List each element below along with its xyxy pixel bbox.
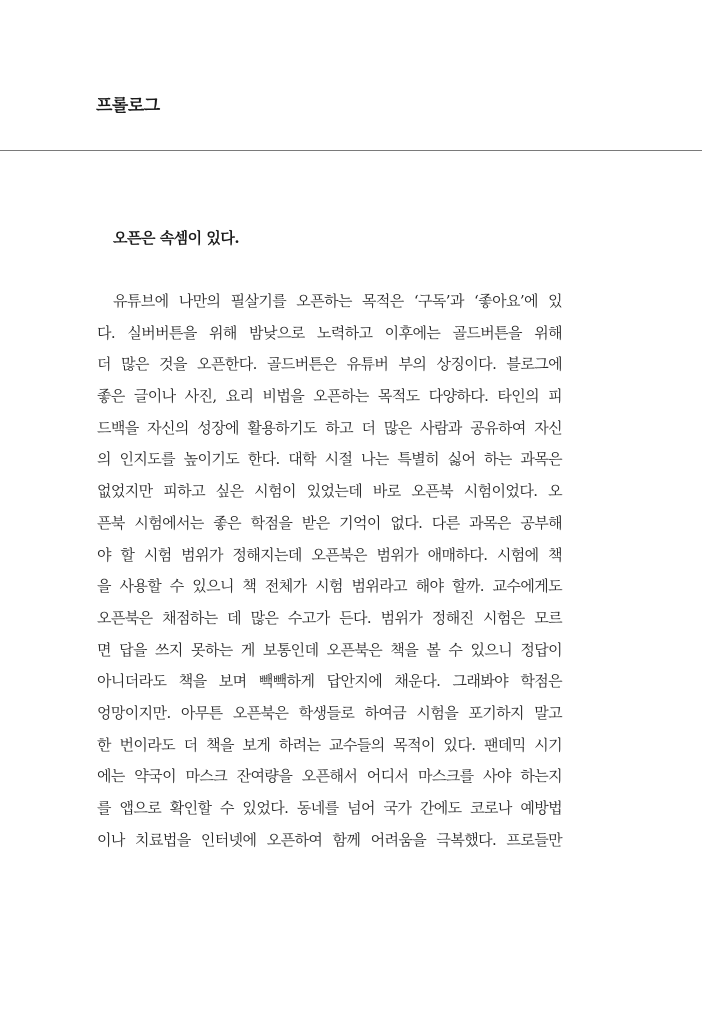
header-divider [0,150,702,151]
text-line: 드백을 자신의 성장에 활용하기도 하고 더 많은 사람과 공유하여 자신 [97,418,562,437]
text-line: 없었지만 피하고 싶은 시험이 있었는데 바로 오픈북 시험이었다. 오 [97,482,562,501]
text-line: 한 번이라도 더 책을 보게 하려는 교수들의 목적이 있다. 팬데믹 시기 [97,735,562,754]
text-line: 오픈북은 채점하는 데 많은 수고가 든다. 범위가 정해진 시험은 모르 [97,608,562,627]
text-line: 야 할 시험 범위가 정해지는데 오픈북은 범위가 애매하다. 시험에 책 [97,545,562,564]
text-line: 픈북 시험에서는 좋은 학점을 받은 기억이 없다. 다른 과목은 공부해 [97,513,562,532]
text-line: 엉망이지만. 아무튼 오픈북은 학생들로 하여금 시험을 포기하지 말고 [97,703,562,722]
body-paragraph [97,286,562,856]
text-line: 의 인지도를 높이기도 한다. 대학 시절 나는 특별히 싫어 하는 과목은 [97,450,562,469]
text-line: 에는 약국이 마스크 잔여량을 오픈해서 어디서 마스크를 사야 하는지 [97,767,562,786]
text-line: 다. 실버버튼을 위해 밤낮으로 노력하고 이후에는 골드버튼을 위해 [97,323,562,342]
section-heading: 오픈은 속셈이 있다. [113,229,240,247]
chapter-title: 프롤로그 [96,96,160,116]
text-line: 더 많은 것을 오픈한다. 골드버튼은 유튜버 부의 상징이다. 블로그에 [97,355,562,374]
text-line: 를 앱으로 확인할 수 있었다. 동네를 넘어 국가 간에도 코로나 예방법 [97,799,562,817]
text-line: 을 사용할 수 있으니 책 전체가 시험 범위라고 해야 할까. 교수에게도 [97,577,562,596]
text-line: 면 답을 쓰지 못하는 게 보통인데 오픈북은 책을 볼 수 있으니 정답이 [97,640,562,659]
text-line: 이나 치료법을 인터넷에 오픈하여 함께 어려움을 극복했다. 프로들만 [97,830,562,849]
text-line: 아니더라도 책을 보며 빽빽하게 답안지에 채운다. 그래봐야 학점은 [97,672,562,691]
text-line: 좋은 글이나 사진, 요리 비법을 오픈하는 목적도 다양하다. 타인의 피 [97,387,562,406]
text-line: 유튜브에 나만의 필살기를 오픈하는 목적은 ‘구독’과 ‘좋아요’에 있 [113,292,562,310]
